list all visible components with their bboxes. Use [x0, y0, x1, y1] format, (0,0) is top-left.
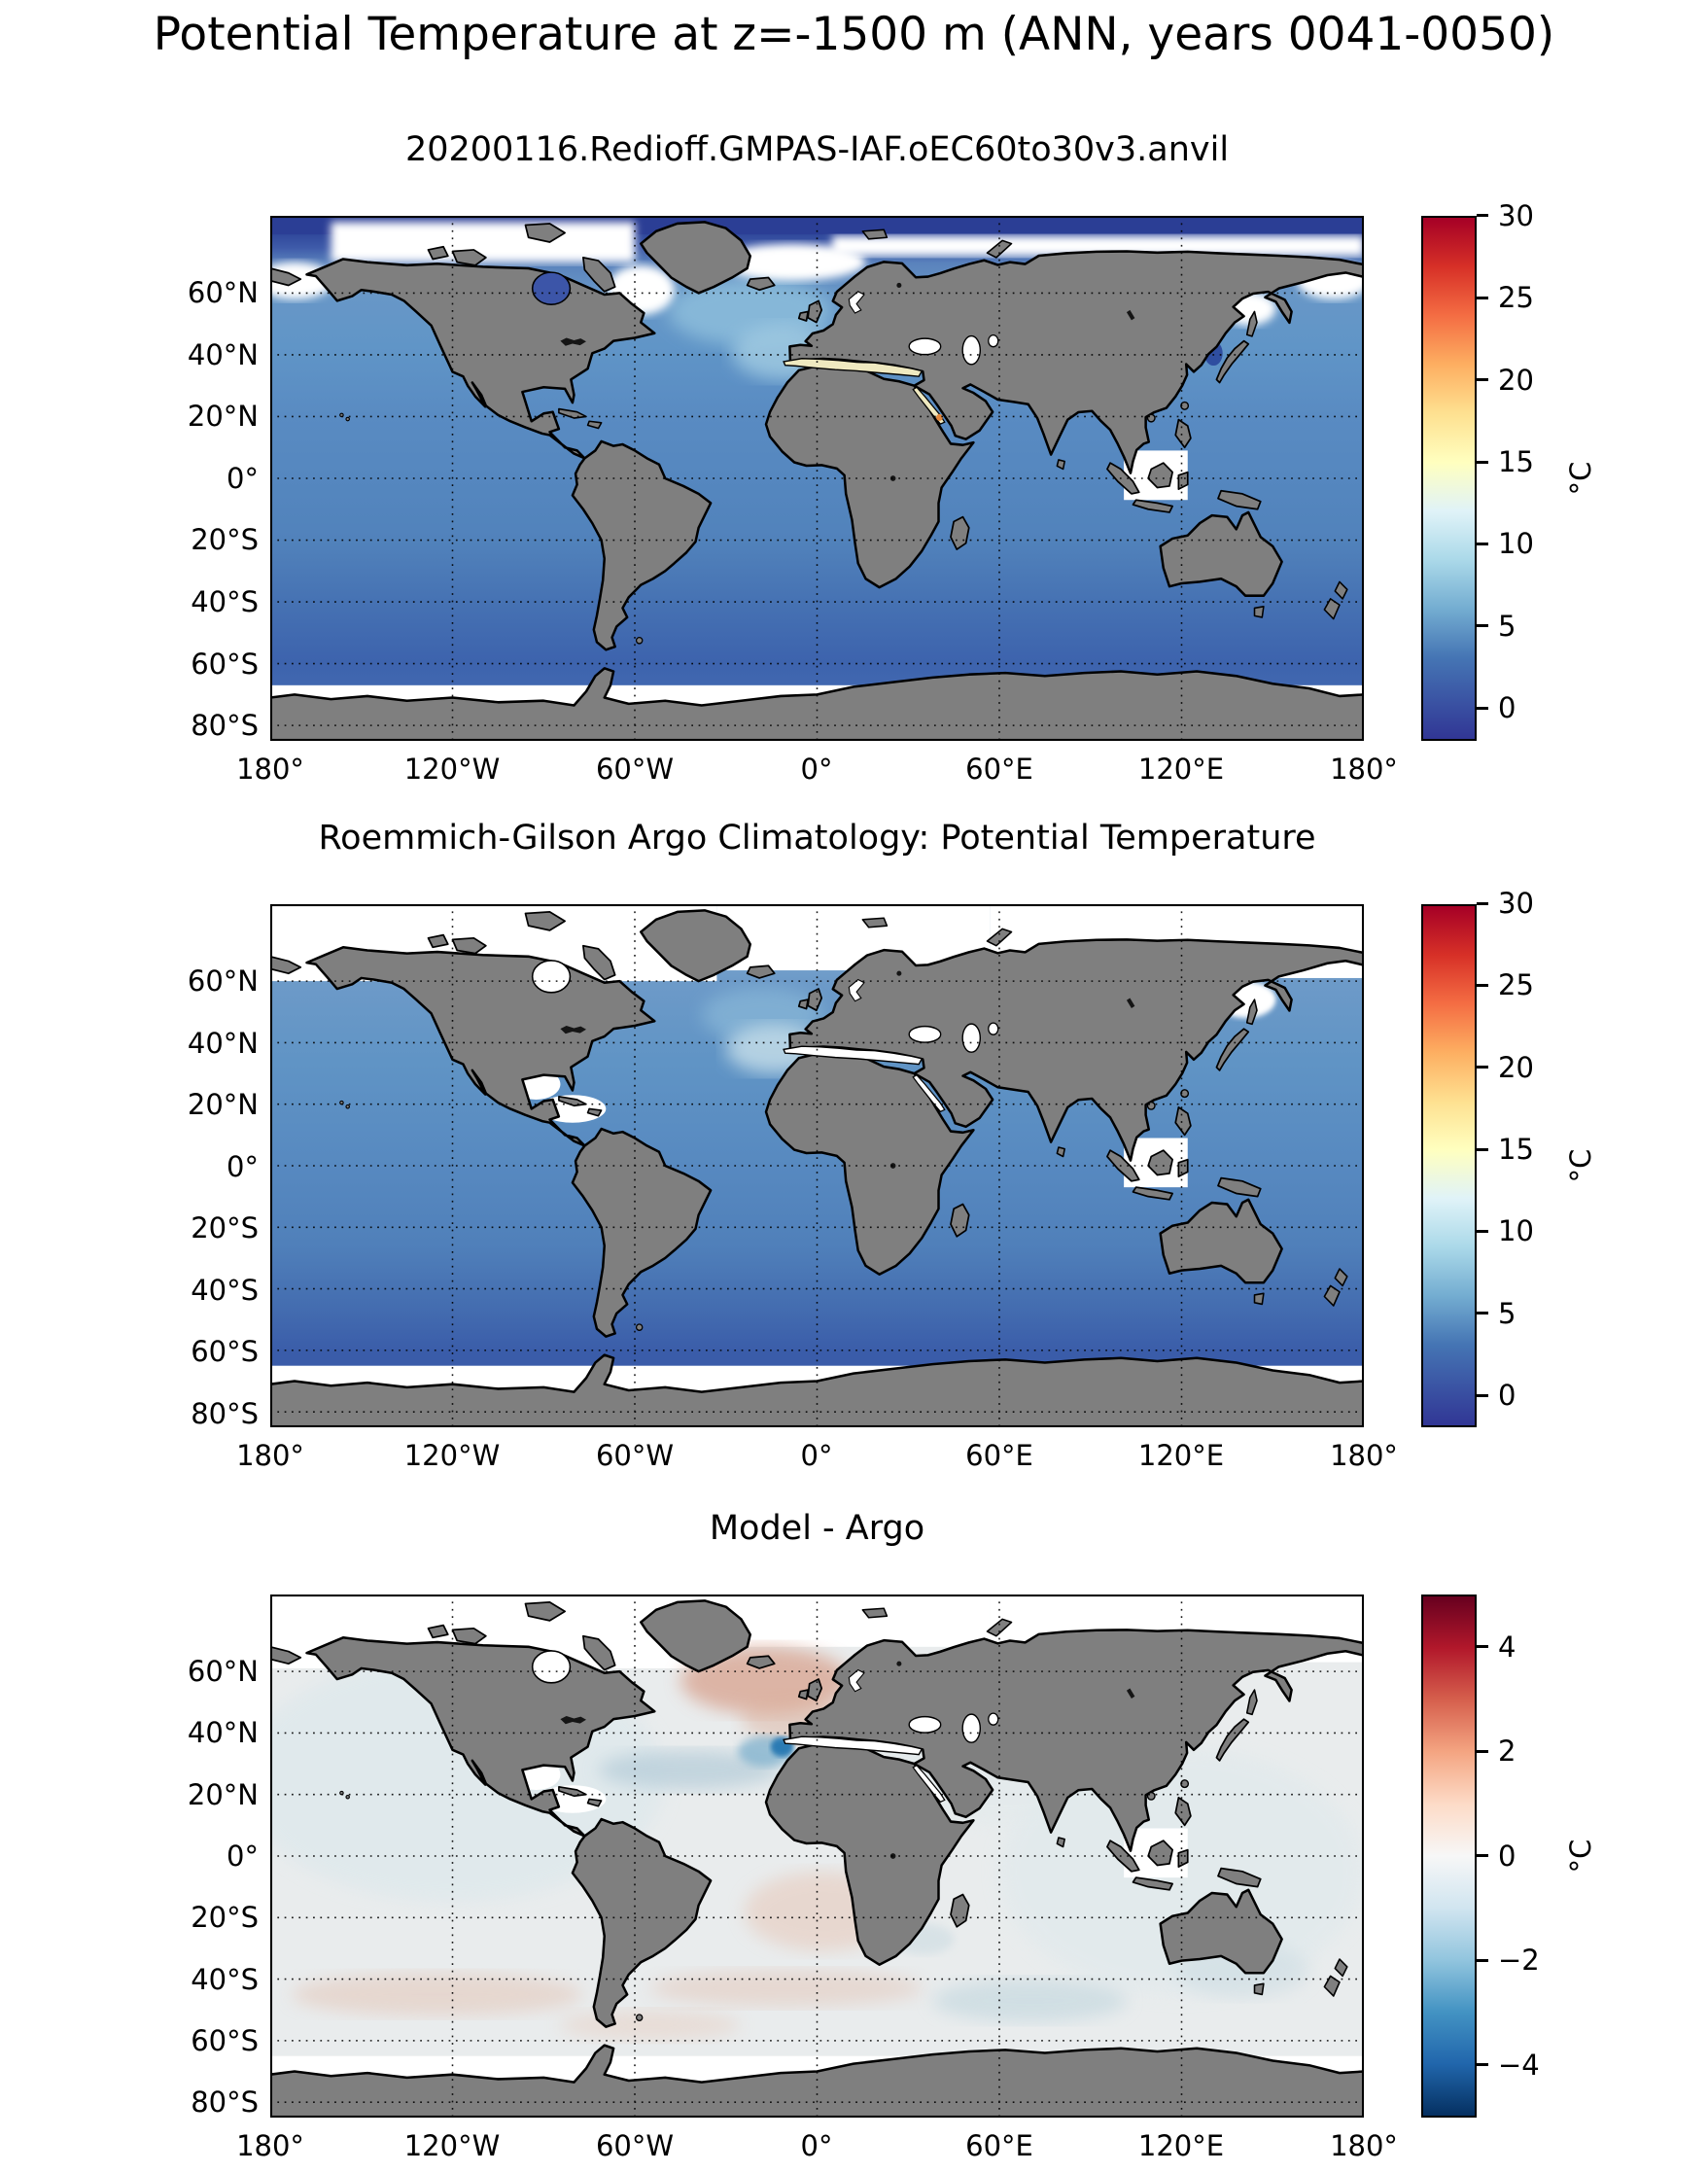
panel-1-title: 20200116.Redioff.GMPAS-IAF.oEC60to30v3.anvil: [404, 130, 1230, 169]
panel-3-title: Model - Argo: [709, 1509, 925, 1548]
colorbar-tick-label: 30: [1498, 887, 1534, 920]
colorbar-tick: [1477, 1645, 1488, 1648]
lon-tick-label: 0°: [800, 753, 833, 786]
colorbar-tick-label: 25: [1498, 281, 1534, 314]
lon-tick-label: 60°W: [595, 1439, 675, 1472]
lon-tick-label: 180°: [236, 753, 304, 786]
lon-tick-label: 120°E: [1137, 753, 1225, 786]
lon-tick-label: 0°: [800, 1439, 833, 1472]
colorbar-tick: [1477, 1750, 1488, 1753]
world-map-diff-svg: [270, 1595, 1364, 2118]
colorbar-tick: [1477, 378, 1488, 381]
lat-tick-label: 60°S: [191, 2024, 259, 2057]
lon-tick-label: 180°: [236, 2129, 304, 2162]
figure-title: Potential Temperature at z=-1500 m (ANN, years 0041-0050): [153, 8, 1555, 61]
lat-tick-label: 20°N: [187, 1088, 259, 1121]
lat-tick-label: 60°N: [187, 964, 259, 998]
map-model: [270, 216, 1364, 741]
colorbar-tick: [1477, 984, 1488, 987]
lat-tick-label: 0°: [227, 462, 259, 495]
colorbar-tick-label: 2: [1498, 1735, 1516, 1768]
colorbar-unit-label: °C: [1564, 1839, 1597, 1874]
world-map-argo-svg: [270, 904, 1364, 1427]
colorbar-tick: [1477, 1959, 1488, 1962]
colorbar-tick: [1477, 624, 1488, 627]
colorbar-tick: [1477, 214, 1488, 217]
lon-tick-label: 120°W: [403, 2129, 501, 2162]
lat-tick-label: 20°N: [187, 400, 259, 433]
lon-tick-label: 120°W: [403, 753, 501, 786]
colorbar-tick: [1477, 1312, 1488, 1314]
colorbar-tick-label: −2: [1498, 1944, 1540, 1977]
lon-tick-label: 180°: [1330, 753, 1398, 786]
red-sea-warm-spot: [936, 414, 943, 421]
lat-tick-label: 80°S: [191, 709, 259, 742]
lat-tick-label: 40°S: [191, 585, 259, 618]
colorbar-unit-label: °C: [1564, 1148, 1597, 1183]
lat-tick-label: 40°S: [191, 1274, 259, 1307]
colorbar-tick-label: 10: [1498, 1214, 1534, 1247]
map-argo: [270, 904, 1364, 1427]
lat-tick-label: 0°: [227, 1840, 259, 1873]
panel-2-title: Roemmich-Gilson Argo Climatology: Potential Temperature: [318, 819, 1316, 858]
lon-tick-label: 0°: [800, 2129, 833, 2162]
colorbar-diff: [1421, 1595, 1477, 2118]
colorbar-tick-label: 20: [1498, 364, 1534, 397]
lat-tick-label: 60°S: [191, 1335, 259, 1368]
colorbar-tick: [1477, 1066, 1488, 1069]
colorbar-tick-label: 30: [1498, 199, 1534, 232]
colorbar-model: [1421, 216, 1477, 741]
colorbar-tick-label: 15: [1498, 445, 1534, 478]
lat-tick-label: 40°S: [191, 1963, 259, 1996]
colorbar-unit-label: °C: [1564, 461, 1597, 496]
lon-tick-label: 180°: [236, 1439, 304, 1472]
lat-tick-label: 20°S: [191, 1211, 259, 1244]
colorbar-tick: [1477, 461, 1488, 464]
lon-tick-label: 180°: [1330, 2129, 1398, 2162]
lon-tick-label: 60°E: [965, 1439, 1033, 1472]
colorbar-tick: [1477, 1148, 1488, 1151]
colorbar-tick: [1477, 2063, 1488, 2066]
colorbar-tick: [1477, 543, 1488, 545]
lon-tick-label: 120°E: [1137, 1439, 1225, 1472]
lon-tick-label: 60°W: [595, 2129, 675, 2162]
colorbar-argo: [1421, 904, 1477, 1427]
lat-tick-label: 80°S: [191, 1397, 259, 1430]
lat-tick-label: 40°N: [187, 338, 259, 371]
colorbar-tick: [1477, 1394, 1488, 1397]
hudson-bay: [533, 1651, 571, 1683]
hudson-bay: [533, 272, 571, 304]
colorbar-tick-label: 0: [1498, 1840, 1516, 1873]
colorbar-tick: [1477, 707, 1488, 710]
map-difference: [270, 1595, 1364, 2118]
lon-tick-label: 120°W: [403, 1439, 501, 1472]
colorbar-tick-label: −4: [1498, 2049, 1540, 2082]
hudson-bay: [533, 961, 571, 993]
lat-tick-label: 40°N: [187, 1027, 259, 1060]
lat-tick-label: 0°: [227, 1150, 259, 1183]
colorbar-tick-label: 20: [1498, 1051, 1534, 1084]
world-map-model-svg: [270, 216, 1364, 741]
lat-tick-label: 60°N: [187, 276, 259, 309]
lat-tick-label: 80°S: [191, 2085, 259, 2119]
colorbar-tick-label: 5: [1498, 1297, 1516, 1330]
lat-tick-label: 40°N: [187, 1716, 259, 1749]
colorbar-tick-label: 4: [1498, 1630, 1516, 1664]
lat-tick-label: 20°S: [191, 1901, 259, 1934]
lon-tick-label: 180°: [1330, 1439, 1398, 1472]
colorbar-tick: [1477, 1854, 1488, 1857]
lat-tick-label: 60°N: [187, 1655, 259, 1688]
colorbar-tick: [1477, 902, 1488, 905]
colorbar-tick-label: 15: [1498, 1133, 1534, 1166]
colorbar-tick-label: 0: [1498, 691, 1516, 724]
colorbar-tick: [1477, 297, 1488, 299]
colorbar-tick-label: 0: [1498, 1379, 1516, 1412]
lon-tick-label: 120°E: [1137, 2129, 1225, 2162]
colorbar-tick-label: 10: [1498, 527, 1534, 560]
colorbar-tick-label: 5: [1498, 610, 1516, 643]
colorbar-tick-label: 25: [1498, 968, 1534, 1001]
lat-tick-label: 60°S: [191, 648, 259, 681]
lon-tick-label: 60°E: [965, 753, 1033, 786]
lat-tick-label: 20°N: [187, 1778, 259, 1811]
lat-tick-label: 20°S: [191, 523, 259, 556]
lon-tick-label: 60°E: [965, 2129, 1033, 2162]
colorbar-tick: [1477, 1230, 1488, 1233]
lon-tick-label: 60°W: [595, 753, 675, 786]
